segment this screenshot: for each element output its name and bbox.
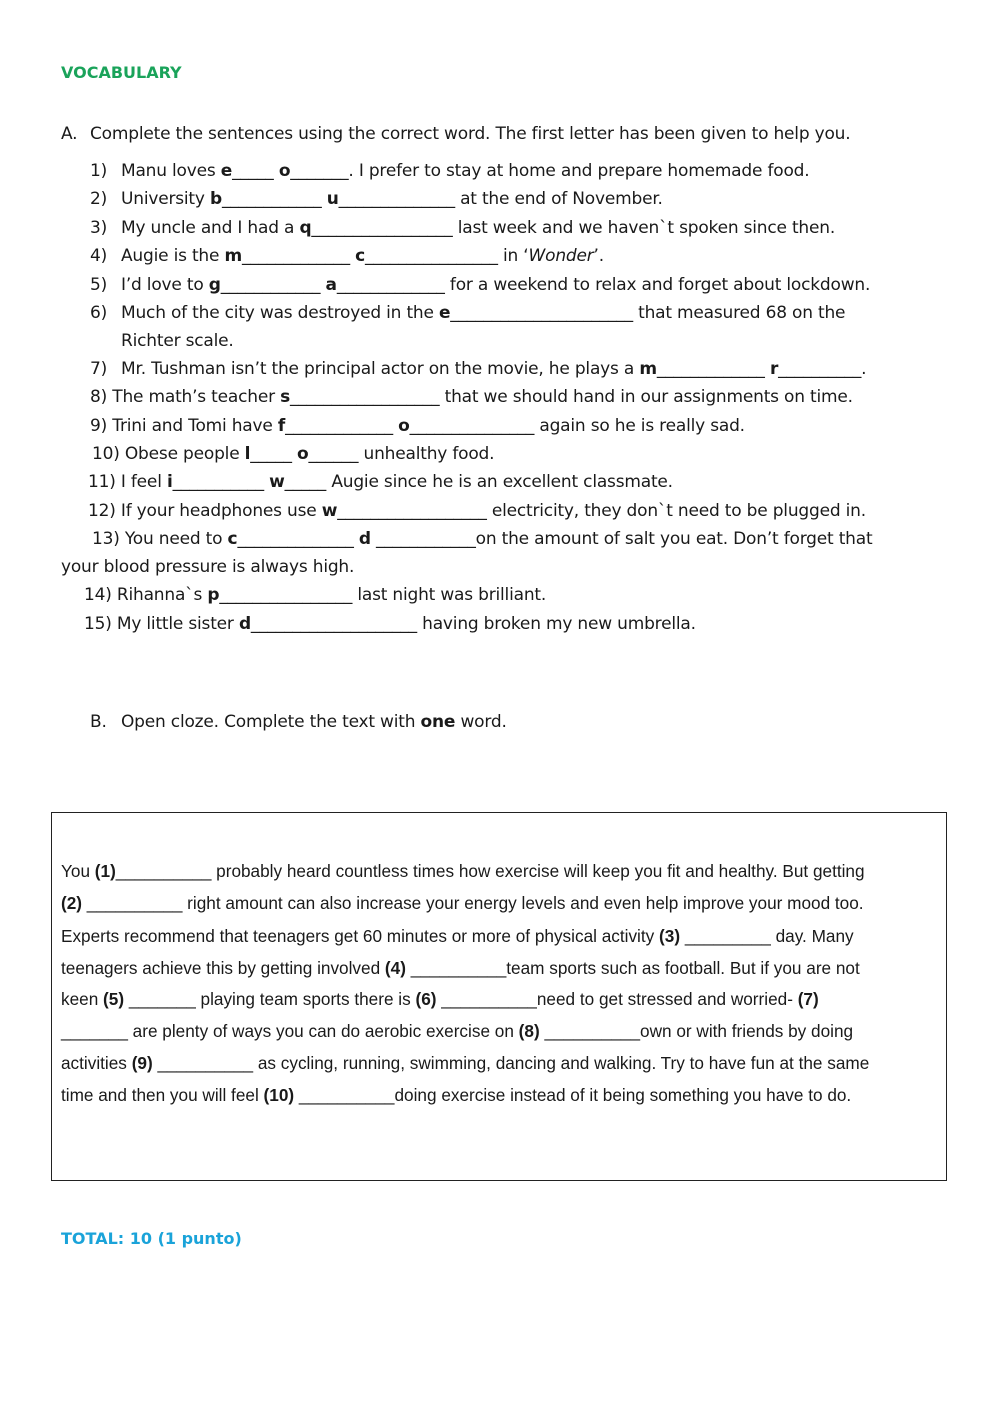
cloze-segment: _________ day. Many (680, 926, 854, 946)
first-letter: w (321, 501, 338, 521)
gap-number: (1) (94, 861, 116, 881)
answer-blank: ______________ (237, 529, 359, 549)
list-item (90, 387, 853, 407)
answer-blank: ____________ (221, 189, 327, 209)
cloze-segment: time and then you will feel (61, 1085, 264, 1105)
first-letter: m (224, 246, 242, 266)
cloze-segment: Experts recommend that teenagers get 60 minutes or more of physical activity (61, 926, 660, 946)
first-letter: d (358, 529, 371, 549)
cloze-line (61, 958, 860, 979)
section-a-instruction (61, 124, 850, 144)
list-item (92, 529, 872, 549)
list-item (90, 246, 604, 266)
cloze-line (61, 861, 865, 882)
item-number: 15) (84, 614, 117, 634)
cloze-line (61, 1085, 851, 1106)
item-number: 11) (88, 472, 121, 492)
first-letter: d (238, 614, 251, 634)
list-item-continuation: your blood pressure is always high. (61, 557, 355, 577)
item-number: 13) (92, 529, 125, 549)
gap-number: (8) (518, 1021, 540, 1041)
cloze-segment: _______ playing team sports there is (124, 989, 416, 1009)
cloze-segment: __________ probably heard countless times how exercise will keep you fit and healthy. But getting (115, 861, 865, 881)
item-text: I feel (120, 472, 167, 492)
cloze-segment: __________own or with friends by doing (539, 1021, 854, 1041)
item-number: 8) (90, 387, 113, 407)
item-number: 4) (90, 246, 108, 266)
item-text: unhealthy food. (358, 444, 495, 464)
answer-blank: __________ (778, 359, 862, 379)
section-b-marker: B. (90, 712, 107, 732)
first-letter: q (299, 218, 312, 238)
item-text: electricity, they don`t need to be plugged in. (486, 501, 866, 521)
first-letter: c (355, 246, 365, 266)
item-number: 1) (90, 161, 108, 181)
item-text: last week and we haven`t spoken since then. (452, 218, 836, 238)
cloze-segment: _______ are plenty of ways you can do aerobic exercise on (61, 1021, 519, 1041)
item-text: The math’s teacher (112, 387, 281, 407)
answer-blank: _________________ (311, 218, 453, 238)
answer-blank: __________________ (337, 501, 487, 521)
cloze-segment: __________team sports such as football. But if you are not (405, 958, 860, 978)
item-text: Obese people (124, 444, 245, 464)
item-title: Wonder (528, 246, 594, 266)
answer-blank: _______ (290, 161, 349, 181)
item-text: in ‘ (497, 246, 529, 266)
answer-blank: _____ (232, 161, 279, 181)
section-a-text: Complete the sentences using the correct word. The first letter has been given to help you. (90, 124, 851, 144)
first-letter: o (297, 444, 309, 464)
first-letter: e (220, 161, 233, 181)
total-score: TOTAL: 10 (1 punto) (61, 1229, 242, 1248)
first-letter: o (398, 416, 410, 436)
item-text: I’d love to (121, 275, 209, 295)
item-text: at the end of November. (454, 189, 663, 209)
answer-blank: ___________ (172, 472, 270, 492)
item-text: University (121, 189, 210, 209)
section-b-text-pre: Open cloze. Complete the text with (121, 712, 421, 732)
list-item (90, 416, 745, 436)
first-letter: m (639, 359, 657, 379)
item-text: ’. (593, 246, 604, 266)
list-item (84, 614, 696, 634)
cloze-segment: activities (61, 1053, 132, 1073)
gap-number: (7) (797, 989, 819, 1009)
answer-blank: __________________ (290, 387, 440, 407)
gap-number: (9) (131, 1053, 153, 1073)
list-item (92, 444, 494, 464)
gap-number: (10) (263, 1085, 295, 1105)
item-number: 9) (90, 416, 113, 436)
item-text: My uncle and I had a (121, 218, 300, 238)
answer-blank: ______ (308, 444, 359, 464)
item-text: that measured 68 on the (632, 303, 846, 323)
cloze-segment: __________ as cycling, running, swimming, dancing and walking. Try to have fun at the same (152, 1053, 870, 1073)
gap-number: (3) (659, 926, 681, 946)
first-letter: p (207, 585, 220, 605)
answer-blank: _____ (250, 444, 298, 464)
item-number: 5) (90, 275, 108, 295)
first-letter: i (166, 472, 173, 492)
item-text: Manu loves (121, 161, 221, 181)
list-item (90, 303, 845, 323)
section-b-instruction (90, 712, 507, 732)
item-text: again so he is really sad. (534, 416, 745, 436)
answer-blank: ______________________ (450, 303, 633, 323)
vocabulary-heading: VOCABULARY (61, 63, 182, 82)
answer-blank: ____________________ (250, 614, 417, 634)
item-number: 2) (90, 189, 108, 209)
answer-blank: ________________ (364, 246, 498, 266)
answer-blank: ________________ (219, 585, 353, 605)
first-letter: r (769, 359, 779, 379)
item-text: Mr. Tushman isn’t the principal actor on the movie, he plays a (121, 359, 640, 379)
first-letter: g (208, 275, 221, 295)
item-number: 7) (90, 359, 108, 379)
cloze-segment: keen (61, 989, 104, 1009)
item-text: If your headphones use (120, 501, 322, 521)
gap-number: (4) (384, 958, 406, 978)
answer-blank: _____ (284, 472, 327, 492)
cloze-line (61, 926, 854, 947)
gap-number: (2) (61, 893, 83, 913)
list-item (90, 189, 663, 209)
item-number: 10) (92, 444, 125, 464)
answer-blank: ____________ (220, 275, 326, 295)
cloze-line (61, 1021, 853, 1042)
first-letter: f (277, 416, 286, 436)
item-text: on the amount of salt you eat. Don’t forget that (475, 529, 873, 549)
list-item (84, 585, 546, 605)
answer-blank: _____________ (285, 416, 399, 436)
gap-number: (5) (103, 989, 125, 1009)
list-item-continuation: Richter scale. (121, 331, 234, 351)
item-text: . (861, 359, 867, 379)
answer-blank: _____________ (241, 246, 356, 266)
item-text: Augie since he is an excellent classmate. (326, 472, 673, 492)
cloze-segment: __________ right amount can also increase your energy levels and even help improve your mood too. (82, 893, 864, 913)
list-item (90, 359, 866, 379)
list-item (88, 501, 866, 521)
cloze-line (61, 893, 864, 914)
item-text: for a weekend to relax and forget about lockdown. (444, 275, 871, 295)
first-letter: u (326, 189, 339, 209)
gap-number: (6) (415, 989, 437, 1009)
item-text: Much of the city was destroyed in the (121, 303, 439, 323)
item-number: 6) (90, 303, 108, 323)
first-letter: e (438, 303, 451, 323)
section-b-text-bold: one (420, 712, 456, 732)
first-letter: l (244, 444, 251, 464)
list-item (90, 275, 870, 295)
list-item (88, 472, 673, 492)
item-text: . I prefer to stay at home and prepare homemade food. (348, 161, 810, 181)
item-text: Augie is the (121, 246, 225, 266)
answer-blank: _____________ (656, 359, 770, 379)
first-letter: o (278, 161, 291, 181)
item-text: You need to (124, 529, 228, 549)
list-item (90, 218, 835, 238)
item-number: 14) (84, 585, 117, 605)
cloze-line (61, 1053, 869, 1074)
first-letter: c (227, 529, 238, 549)
first-letter: a (325, 275, 337, 295)
answer-blank: ____________ (370, 529, 476, 549)
cloze-segment: teenagers achieve this by getting involved (61, 958, 385, 978)
answer-blank: _____________ (336, 275, 445, 295)
item-number: 12) (88, 501, 121, 521)
first-letter: b (209, 189, 222, 209)
item-text: Trini and Tomi have (112, 416, 278, 436)
item-text: last night was brilliant. (352, 585, 547, 605)
answer-blank: ______________ (338, 189, 455, 209)
item-text: Rihanna`s (116, 585, 208, 605)
item-number: 3) (90, 218, 108, 238)
first-letter: w (269, 472, 285, 492)
section-b-text-post: word. (455, 712, 507, 732)
section-a-marker: A. (61, 124, 78, 144)
item-text: having broken my new umbrella. (416, 614, 696, 634)
list-item (90, 161, 809, 181)
cloze-segment: You (61, 861, 95, 881)
cloze-segment: __________doing exercise instead of it being something you have to do. (294, 1085, 852, 1105)
first-letter: s (280, 387, 291, 407)
answer-blank: _______________ (409, 416, 535, 436)
cloze-line (61, 989, 819, 1010)
item-text: My little sister (116, 614, 239, 634)
cloze-segment: __________need to get stressed and worried- (436, 989, 798, 1009)
item-text: that we should hand in our assignments on time. (439, 387, 853, 407)
